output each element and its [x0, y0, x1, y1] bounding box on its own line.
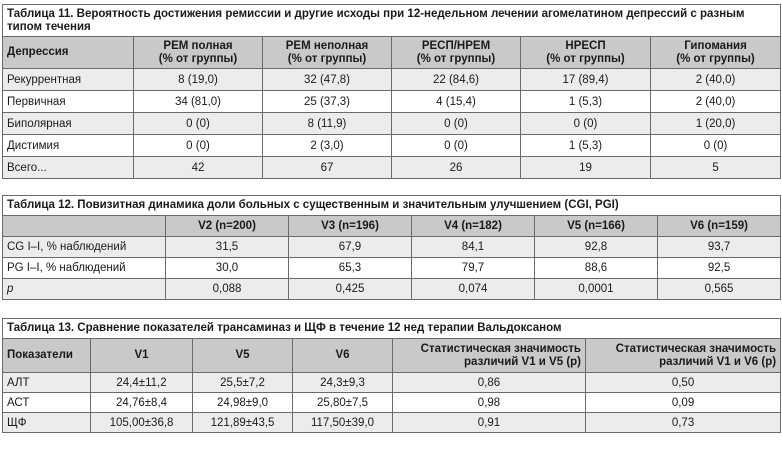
table-cell: 25,80±7,5 — [293, 393, 393, 413]
column-header: V2 (n=200) — [166, 216, 289, 237]
row-label: Рекуррентная — [3, 69, 134, 91]
table-cell: 8 (11,9) — [263, 113, 392, 135]
table-13-caption: Таблица 13. Сравнение показателей трансаминаз и ЩФ в течение 12 нед терапии Вальдоксаном — [3, 319, 781, 339]
table-cell: 0 (0) — [651, 135, 781, 157]
table-row — [3, 113, 781, 135]
table-cell: 84,1 — [412, 237, 535, 258]
table-cell: 0 (0) — [392, 135, 521, 157]
column-header: V6 (n=159) — [658, 216, 781, 237]
column-header — [586, 339, 781, 373]
row-label: Биполярная — [3, 113, 134, 135]
table-cell: 17 (89,4) — [521, 69, 651, 91]
table-cell: 93,7 — [658, 237, 781, 258]
column-header: V6 — [293, 339, 393, 373]
column-header: V1 — [91, 339, 193, 373]
row-label: Дистимия — [3, 135, 134, 157]
table-cell: 92,5 — [658, 258, 781, 279]
column-header: Показатели — [3, 339, 91, 373]
table-13-header — [3, 339, 781, 373]
table-cell: 0 (0) — [521, 113, 651, 135]
table-cell: 0,09 — [586, 393, 781, 413]
table-cell: 0,425 — [289, 279, 412, 300]
table-cell: 24,76±8,4 — [91, 393, 193, 413]
table-cell: 34 (81,0) — [134, 91, 263, 113]
row-label: Первичная — [3, 91, 134, 113]
row-label: PG I–I, % наблюдений — [3, 258, 166, 279]
table-cell: 24,4±11,2 — [91, 373, 193, 393]
table-row — [3, 373, 781, 393]
table-cell: 0 (0) — [392, 113, 521, 135]
column-header: V5 (n=166) — [535, 216, 658, 237]
table-11 — [2, 4, 780, 179]
table-11-caption: Таблица 11. Вероятность достижения ремиссии и другие исходы при 12-недельном лечении агомелатином депрессий с разным типом течения — [3, 5, 781, 37]
table-cell: 5 — [651, 157, 781, 179]
header-line: Гипомания (% от группы) — [676, 39, 755, 65]
table-13 — [2, 318, 780, 433]
table-cell: 105,00±36,8 — [91, 413, 193, 433]
header-line: НРЕСП (% от группы) — [546, 39, 625, 65]
table-cell: 2 (40,0) — [651, 69, 781, 91]
table-cell: 0,50 — [586, 373, 781, 393]
table-cell: 0,0001 — [535, 279, 658, 300]
table-cell: 65,3 — [289, 258, 412, 279]
table-row — [3, 135, 781, 157]
table-row — [3, 69, 781, 91]
table-cell: 0,91 — [393, 413, 586, 433]
column-header — [651, 37, 781, 69]
table-cell: 30,0 — [166, 258, 289, 279]
table-cell: 4 (15,4) — [392, 91, 521, 113]
table-cell: 117,50±39,0 — [293, 413, 393, 433]
table-cell: 25 (37,3) — [263, 91, 392, 113]
table-row — [3, 258, 781, 279]
table-cell: 79,7 — [412, 258, 535, 279]
table-12-header — [3, 216, 781, 237]
table-cell: 26 — [392, 157, 521, 179]
row-label: p — [3, 279, 166, 300]
table-cell: 42 — [134, 157, 263, 179]
table-cell: 88,6 — [535, 258, 658, 279]
table-cell: 0 (0) — [134, 113, 263, 135]
column-header — [263, 37, 392, 69]
table-cell: 2 (40,0) — [651, 91, 781, 113]
header-line: Статистическая значимость различий V1 и V6 (p) — [615, 342, 777, 368]
table-cell: 22 (84,6) — [392, 69, 521, 91]
column-header: V4 (n=182) — [412, 216, 535, 237]
table-cell: 8 (19,0) — [134, 69, 263, 91]
table-cell: 24,3±9,3 — [293, 373, 393, 393]
table-cell: 92,8 — [535, 237, 658, 258]
table-row — [3, 393, 781, 413]
column-header — [134, 37, 263, 69]
table-cell: 121,89±43,5 — [193, 413, 293, 433]
row-label: ЩФ — [3, 413, 91, 433]
table-cell: 0,565 — [658, 279, 781, 300]
table-cell: 19 — [521, 157, 651, 179]
column-header — [392, 37, 521, 69]
table-12-caption: Таблица 12. Повизитная динамика доли больных с существенным и значительным улучшением (CGI, PGI) — [3, 196, 781, 216]
table-11-header — [3, 37, 781, 69]
table-cell: 0,074 — [412, 279, 535, 300]
table-cell: 32 (47,8) — [263, 69, 392, 91]
row-label: АЛТ — [3, 373, 91, 393]
table-cell: 67 — [263, 157, 392, 179]
table-cell: 2 (3,0) — [263, 135, 392, 157]
table-cell: 24,98±9,0 — [193, 393, 293, 413]
table-cell: 1 (5,3) — [521, 91, 651, 113]
column-header — [393, 339, 586, 373]
table-cell: 0 (0) — [134, 135, 263, 157]
table-cell: 0,86 — [393, 373, 586, 393]
header-line: Статистическая значимость различий V1 и V5 (p) — [420, 342, 581, 368]
table-row — [3, 237, 781, 258]
row-label: АСТ — [3, 393, 91, 413]
column-header: Депрессия — [3, 37, 134, 69]
column-header — [521, 37, 651, 69]
table-row — [3, 413, 781, 433]
table-cell: 31,5 — [166, 237, 289, 258]
table-row-total — [3, 157, 781, 179]
header-line: РЕСП/НРЕМ (% от группы) — [416, 39, 496, 65]
table-cell: 0,73 — [586, 413, 781, 433]
table-cell: 0,98 — [393, 393, 586, 413]
table-row — [3, 279, 781, 300]
table-cell: 1 (20,0) — [651, 113, 781, 135]
table-12 — [2, 195, 780, 300]
table-cell: 1 (5,3) — [521, 135, 651, 157]
table-cell: 0,088 — [166, 279, 289, 300]
table-cell: 25,5±7,2 — [193, 373, 293, 393]
column-header: V5 — [193, 339, 293, 373]
table-row — [3, 91, 781, 113]
column-header — [3, 216, 166, 237]
row-label: CG I–I, % наблюдений — [3, 237, 166, 258]
column-header: V3 (n=196) — [289, 216, 412, 237]
row-label: Всего... — [3, 157, 134, 179]
table-cell: 67,9 — [289, 237, 412, 258]
header-line: РЕМ полная (% от группы) — [158, 39, 238, 65]
header-line: РЕМ неполная (% от группы) — [285, 39, 369, 65]
